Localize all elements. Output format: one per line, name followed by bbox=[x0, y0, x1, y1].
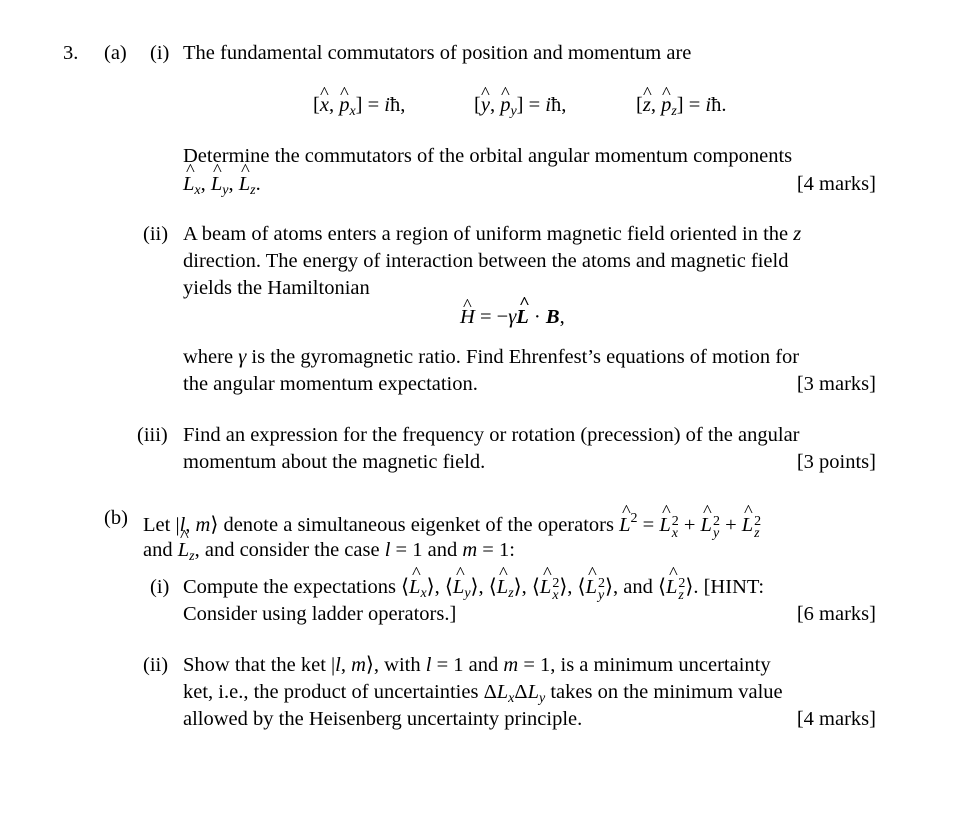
part-b-ii-line2: ket, i.e., the product of uncertainties $\Delta L_x\Delta L_y$ takes on the minimum value bbox=[183, 681, 783, 706]
commutator-x: [^ x, ^ $p_x$] = iħ, bbox=[313, 92, 405, 125]
commutator-y: [^ y, ^ $p_y$] = iħ, bbox=[474, 92, 566, 125]
part-a-ii-line5: the angular momentum expectation. bbox=[183, 373, 478, 395]
part-b-intro-line2: and ^ $L_z$, and consider the case l = 1 and m = 1: bbox=[143, 537, 515, 570]
part-b-i-line1: Compute the expectations ⟨^ $L_x⟩$, ⟨^ $L_y⟩$, ⟨^ $L_z⟩$, ⟨^ L 2 x ⟩, ⟨^ L 2 y ⟩, and ⟨^ L 2 z ⟩. [HINT: bbox=[183, 574, 764, 607]
part-a-iii-line1: Find an expression for the frequency or rotation (precession) of the angular bbox=[183, 424, 800, 446]
part-b-i-line2: Consider using ladder operators.] bbox=[183, 603, 457, 625]
part-a-i-task-line1: Determine the commutators of the orbital angular momentum components bbox=[183, 145, 793, 167]
part-b-i-label: (i) bbox=[150, 576, 170, 598]
part-a-i-marks: [4 marks] bbox=[796, 173, 876, 195]
part-b-intro-line1: Let |l, m⟩ denote a simultaneous eigenket of the operators ^ $L^2$ = ^ L 2 x + ^ L 2 y + ^ L 2 z bbox=[143, 505, 761, 540]
part-a-iii-line2: momentum about the magnetic field. bbox=[183, 451, 486, 473]
question-number: 3. bbox=[63, 42, 79, 64]
part-a-ii-label: (ii) bbox=[143, 223, 169, 245]
part-a-iii-label: (iii) bbox=[137, 424, 168, 446]
hamiltonian-equation: ^ H = −γ^ L · B, bbox=[460, 304, 565, 331]
part-a-i-label: (i) bbox=[150, 42, 170, 64]
part-a-ii-line4: where γ is the gyromagnetic ratio. Find Ehrenfest’s equations of motion for bbox=[183, 346, 800, 368]
commutator-z: [^ z, ^ $p_z$] = iħ. bbox=[636, 92, 726, 125]
part-a-ii-line3: yields the Hamiltonian bbox=[183, 277, 370, 299]
part-b-label: (b) bbox=[104, 507, 128, 529]
part-b-i-marks: [6 marks] bbox=[796, 603, 876, 625]
part-b-ii-line3: allowed by the Heisenberg uncertainty principle. bbox=[183, 708, 583, 730]
part-b-ii-label: (ii) bbox=[143, 654, 169, 676]
part-a-ii-line2: direction. The energy of interaction between the atoms and magnetic field bbox=[183, 250, 789, 272]
part-a-ii-line1: A beam of atoms enters a region of uniform magnetic field oriented in the z bbox=[183, 223, 802, 245]
part-a-ii-marks: [3 marks] bbox=[796, 373, 876, 395]
part-a-iii-marks: [3 points] bbox=[796, 451, 876, 473]
part-b-ii-marks: [4 marks] bbox=[796, 708, 876, 730]
angular-momentum-components: ^ $L_x$, ^ $L_y$, ^ $L_z$. bbox=[183, 171, 261, 204]
part-a-label: (a) bbox=[104, 42, 127, 64]
part-b-ii-line1: Show that the ket |l, m⟩, with l = 1 and m = 1, is a minimum uncertainty bbox=[183, 654, 771, 676]
part-a-i-intro: The fundamental commutators of position and momentum are bbox=[183, 42, 692, 64]
